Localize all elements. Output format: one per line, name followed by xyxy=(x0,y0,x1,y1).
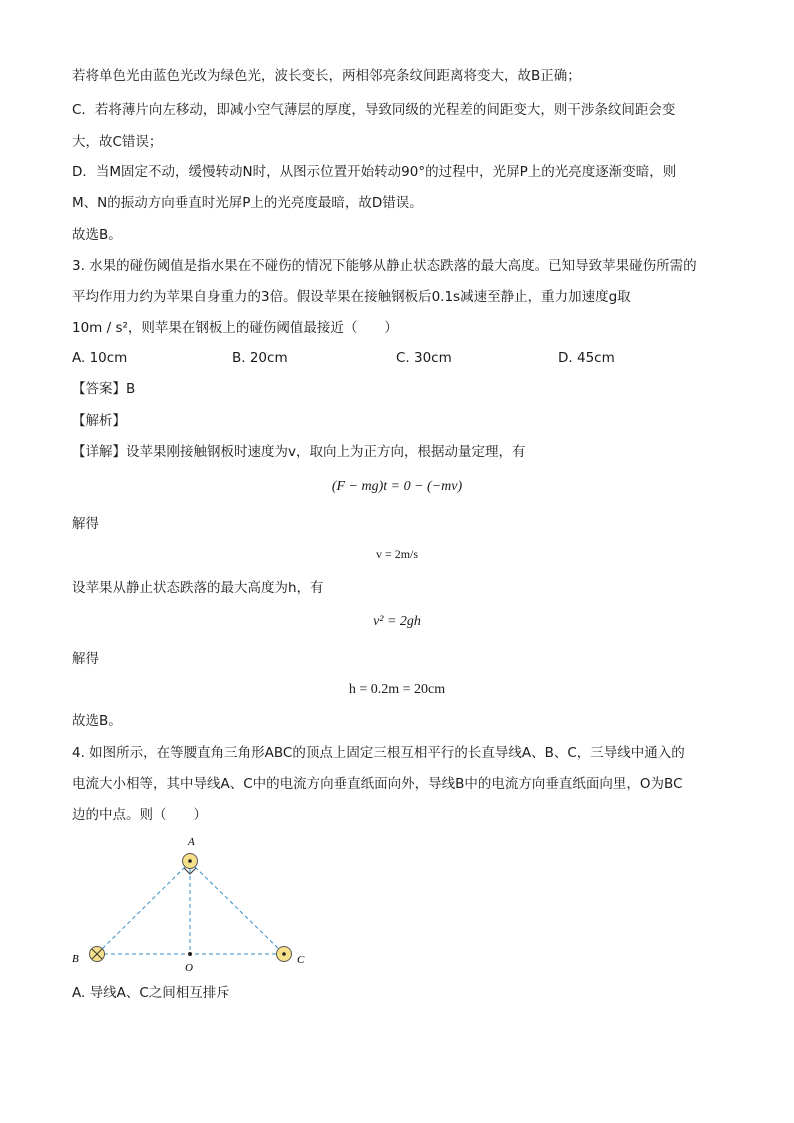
question-4-option-a: A. 导线A、C之间相互排斥 xyxy=(72,985,230,1001)
wire-c-out-icon xyxy=(277,947,292,962)
label-c: C xyxy=(297,954,305,966)
question-3-stem: 平均作用力约为苹果自身重力的3倍。假设苹果在接触钢板后0.1s减速至静止，重力加速度g取 xyxy=(72,289,631,305)
detail-text: 【详解】设苹果刚接触钢板时速度为v，取向上为正方向，根据动量定理，有 xyxy=(72,444,526,460)
question-4-stem: 4. 如图所示，在等腰直角三角形ABC的顶点上固定三根互相平行的长直导线A、B、C，三导线中通入的 xyxy=(72,745,685,761)
question-3-stem: 10m / s²，则苹果在钢板上的碰伤阈值最接近（ ） xyxy=(72,320,398,336)
paragraph-line: D．当M固定不动，缓慢转动N时，从图示位置开始转动90°的过程中，光屏P上的光亮度逐渐变暗，则 xyxy=(72,164,677,180)
question-4-stem: 边的中点。则（ ） xyxy=(72,807,207,823)
triangle-wire-diagram xyxy=(60,830,320,980)
label-a: A xyxy=(188,836,195,848)
option-c: C. 30cm xyxy=(396,350,452,366)
midpoint-o xyxy=(188,952,192,956)
question-4-stem: 电流大小相等，其中导线A、C中的电流方向垂直纸面向外，导线B中的电流方向垂直纸面向里，O为BC xyxy=(72,776,683,792)
wire-a-out-icon xyxy=(183,854,198,869)
paragraph-line: 故选B。 xyxy=(72,227,122,243)
wire-b-in-icon xyxy=(90,947,105,962)
label-o: O xyxy=(185,962,193,974)
solve-label: 解得 xyxy=(72,651,99,667)
paragraph-line: 大，故C错误； xyxy=(72,134,163,150)
dashed-triangle xyxy=(97,862,284,954)
option-a: A. 10cm xyxy=(72,350,128,366)
option-d: D. 45cm xyxy=(558,350,615,366)
equation-momentum: (F − mg)t = 0 − (−mv) xyxy=(331,479,463,494)
equation-velocity: v = 2m/s xyxy=(375,547,419,561)
answer-label: 【答案】B xyxy=(72,381,136,397)
analysis-label: 【解析】 xyxy=(72,413,126,429)
question-3-stem: 3. 水果的碰伤阈值是指水果在不碰伤的情况下能够从静止状态跌落的最大高度。已知导致苹果碰伤所需的 xyxy=(72,258,697,274)
paragraph-line: M、N的振动方向垂直时光屏P上的光亮度最暗，故D错误。 xyxy=(72,195,423,211)
solve-label: 解得 xyxy=(72,516,99,532)
label-b: B xyxy=(72,953,79,965)
set-height-text: 设苹果从静止状态跌落的最大高度为h，有 xyxy=(72,580,324,596)
paragraph-line: C．若将薄片向左移动，即减小空气薄层的厚度，导致同级的光程差的间距变大，则干涉条纹间距会变 xyxy=(72,102,676,118)
paragraph-line: 若将单色光由蓝色光改为绿色光，波长变长，两相邻亮条纹间距离将变大，故B正确； xyxy=(72,68,581,84)
equation-height: h = 0.2m = 20cm xyxy=(348,682,446,697)
conclusion-text: 故选B。 xyxy=(72,713,122,729)
equation-kinematic: v² = 2gh xyxy=(373,614,421,629)
option-b: B. 20cm xyxy=(232,350,288,366)
